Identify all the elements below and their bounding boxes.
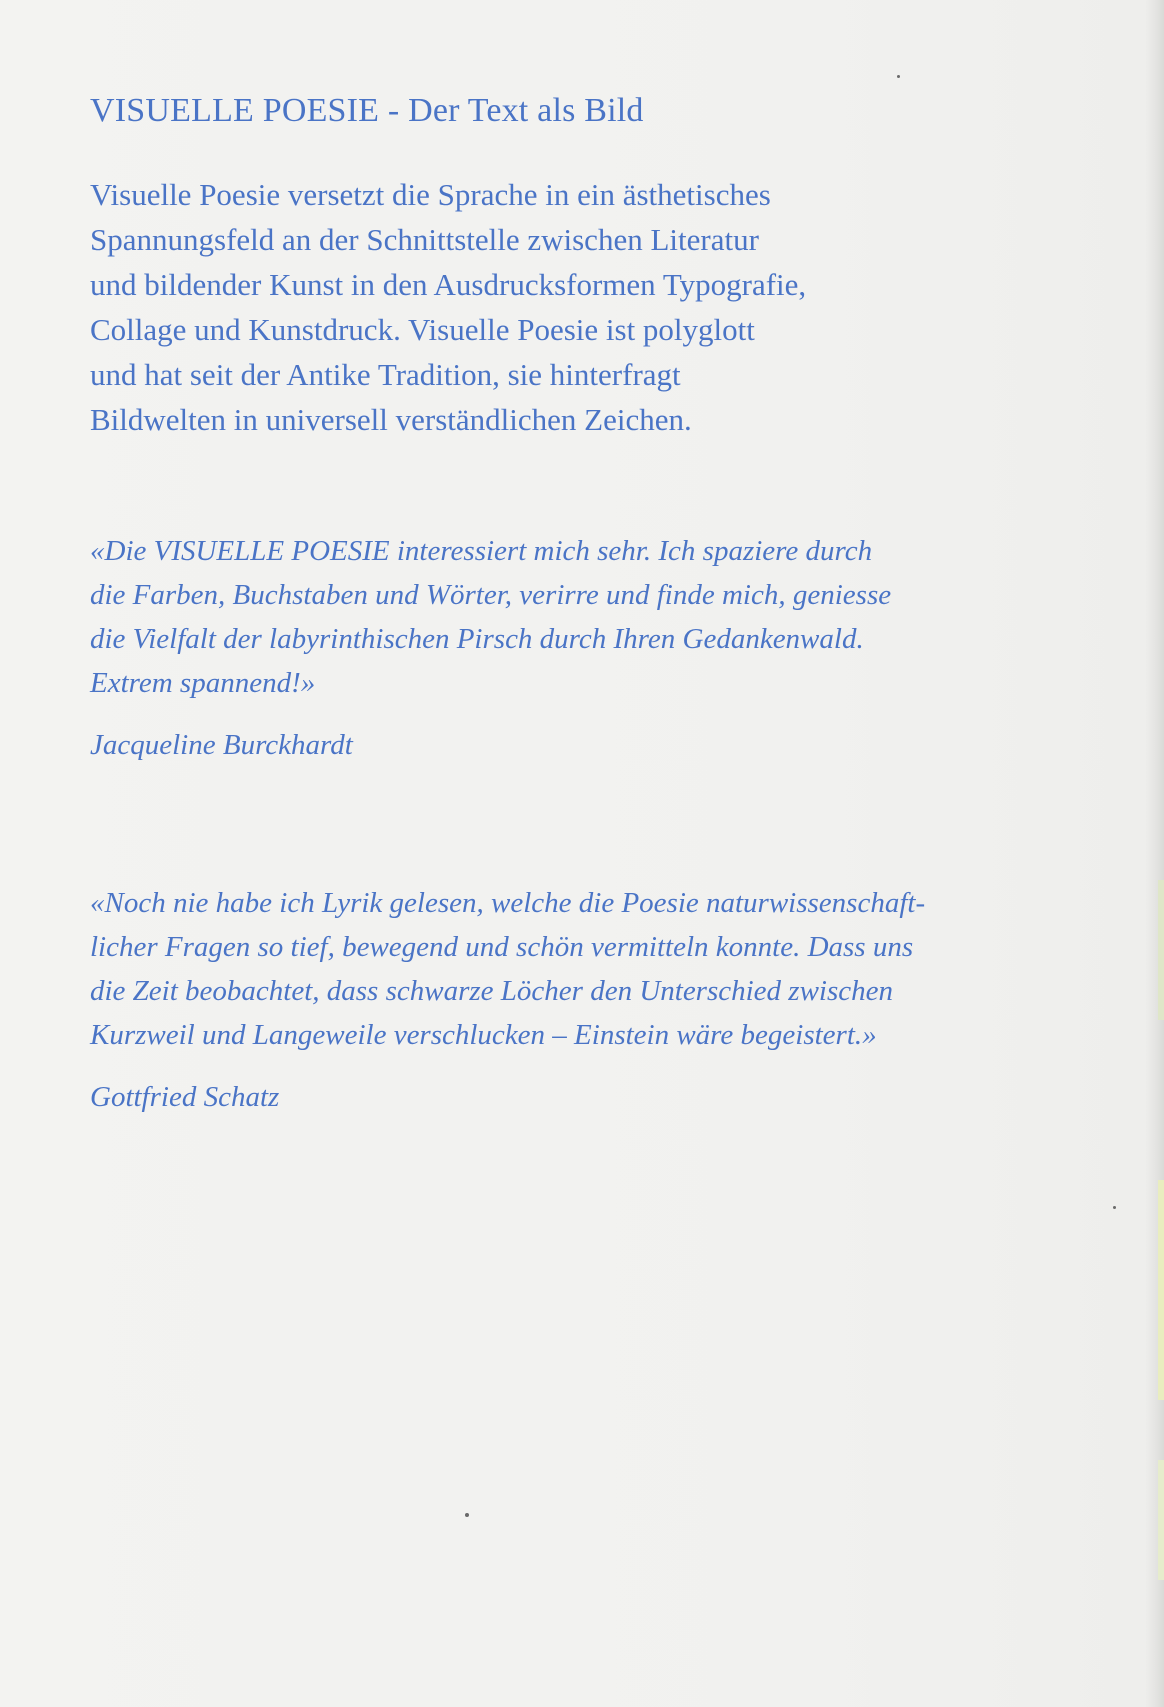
- page-edge-strip: [1146, 0, 1164, 1707]
- edge-tint: [1158, 880, 1164, 1020]
- paper-speck: [897, 75, 900, 78]
- quote-line: Extrem spannend!»: [90, 667, 316, 699]
- quote-author: Gottfried Schatz: [90, 1081, 280, 1113]
- intro-line: Collage und Kunstdruck. Visuelle Poesie ist polyglott: [90, 312, 755, 347]
- quote-author: Jacqueline Burckhardt: [90, 729, 353, 761]
- testimonial-quote: [90, 529, 1010, 705]
- intro-paragraph: [90, 172, 1010, 442]
- testimonial-quote: [90, 881, 1010, 1057]
- edge-tint: [1158, 1460, 1164, 1580]
- intro-line: und bildender Kunst in den Ausdrucksformen Typografie,: [90, 267, 807, 302]
- intro-line: Spannungsfeld an der Schnittstelle zwischen Literatur: [90, 222, 759, 257]
- book-title: VISUELLE POESIE - Der Text als Bild: [90, 92, 644, 129]
- intro-line: und hat seit der Antike Tradition, sie hinterfragt: [90, 357, 681, 392]
- paper-speck: [1113, 1206, 1116, 1209]
- quote-line: die Zeit beobachtet, dass schwarze Löcher den Unterschied zwischen: [90, 975, 894, 1007]
- quote-line: die Farben, Buchstaben und Wörter, verirre und finde mich, geniesse: [90, 579, 892, 611]
- paper-speck: [465, 1513, 469, 1517]
- quote-line: Kurzweil und Langeweile verschlucken – Einstein wäre begeistert.»: [90, 1019, 877, 1051]
- quote-line: die Vielfalt der labyrinthischen Pirsch durch Ihren Gedankenwald.: [90, 623, 864, 655]
- edge-tint: [1158, 1180, 1164, 1400]
- quote-line: «Die VISUELLE POESIE interessiert mich sehr. Ich spaziere durch: [90, 535, 873, 567]
- quote-line: «Noch nie habe ich Lyrik gelesen, welche die Poesie naturwissenschaft-: [90, 887, 926, 919]
- cover-text: [90, 90, 1010, 1117]
- intro-line: Bildwelten in universell verständlichen Zeichen.: [90, 402, 692, 437]
- intro-line: Visuelle Poesie versetzt die Sprache in ein ästhetisches: [90, 177, 771, 212]
- quote-line: licher Fragen so tief, bewegend und schön vermitteln konnte. Dass uns: [90, 931, 914, 963]
